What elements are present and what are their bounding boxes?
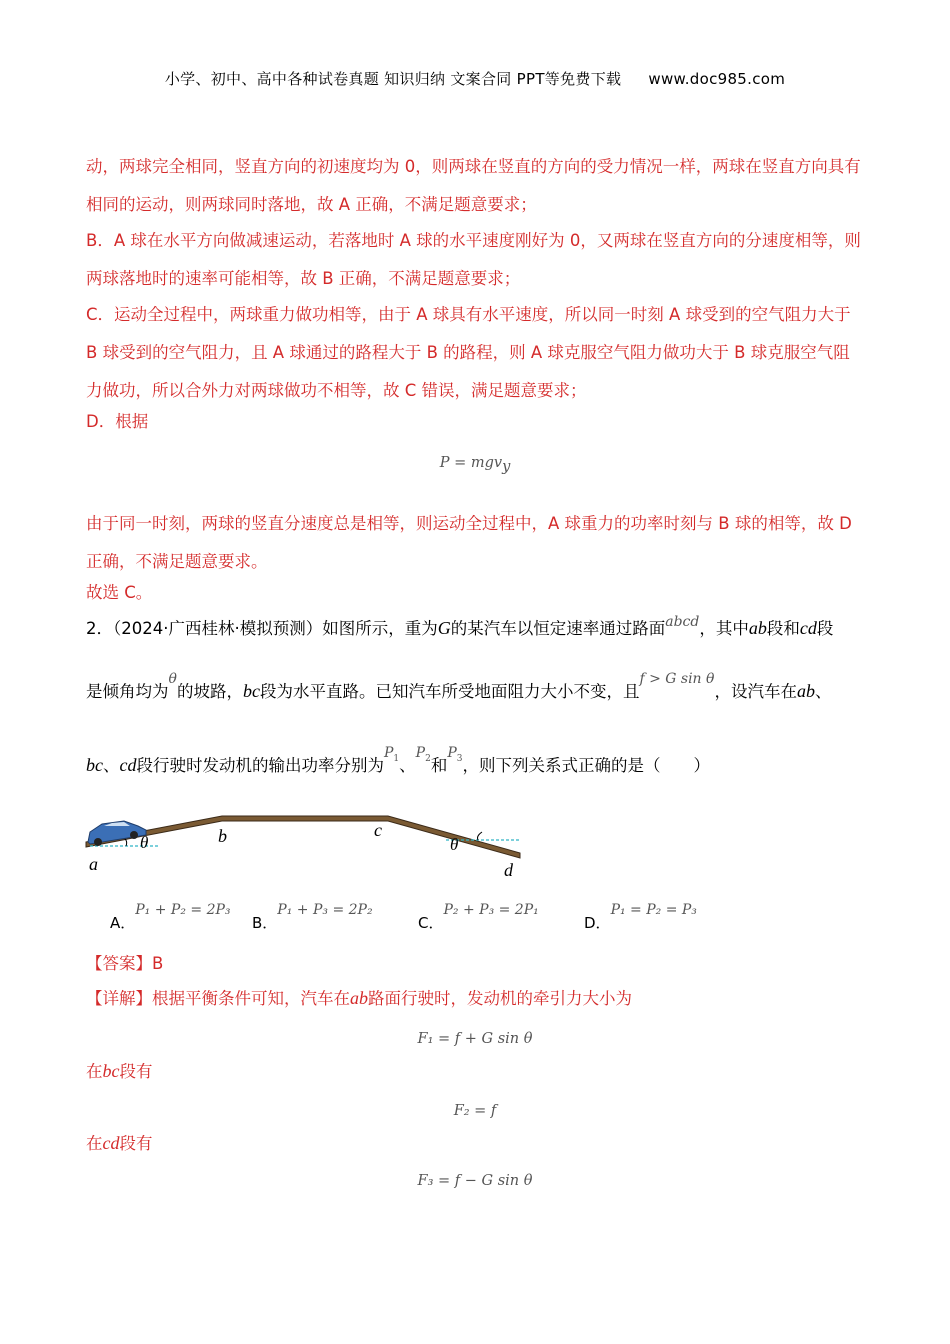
option-b-expr: P₁ + P₃ = 2P₂ [277, 902, 373, 918]
answer-line [86, 950, 163, 974]
var-bc: bc [242, 681, 260, 701]
question-text: 、 [814, 682, 832, 701]
option-c-label: C． [418, 914, 444, 932]
option-a[interactable] [110, 898, 231, 932]
question-source: （2024·广西桂林·模拟预测） [113, 619, 323, 638]
formula-power [0, 452, 950, 475]
detail-cd-line [86, 1130, 153, 1154]
option-c[interactable] [418, 898, 539, 932]
question-text: 和 [430, 756, 448, 775]
solution-paragraph-c: C．运动全过程中，两球重力做功相等，由于 A 球具有水平速度，所以同一时刻 A 球受到的空气阻力大于 B 球受到的空气阻力，且 A 球通过的路程大于 B 的路程，则 A 球克服空气阻力做功大于 B 球克服空气阻力做功，所以合外力对两球做功不相等，故 C 错误，满足题意要求； [86, 305, 851, 400]
formula-f2 [0, 1100, 950, 1119]
subscript: 3 [456, 753, 463, 764]
answer-tag: 【答案】 [86, 954, 152, 973]
solution-d-label: D．根据 [86, 412, 149, 431]
var-G: G [437, 618, 451, 638]
car-icon [88, 821, 146, 846]
page-header [0, 68, 950, 89]
option-b-label: B． [252, 914, 278, 932]
question-text: ，其中 [699, 619, 749, 638]
header-text: 小学、初中、高中各种试卷真题 知识归纳 文案合同 PPT等免费下载 [164, 70, 622, 88]
detail-tag: 【详解】 [86, 989, 152, 1008]
formula-f3 [0, 1170, 950, 1189]
header-url[interactable]: www.doc985.com [648, 70, 786, 88]
question-text: 段和 [766, 619, 800, 638]
label-theta-right: θ [450, 835, 459, 854]
formula-f1 [0, 1028, 950, 1047]
right-angle-arc [478, 832, 483, 840]
var-P: P [384, 745, 394, 761]
var-ab: ab [748, 618, 767, 638]
solution-paragraph-d: 由于同一时刻，两球的竖直分速度总是相等，则运动全过程中，A 球重力的功率时刻与 B 球的相等，故 D 正确，不满足题意要求。 [86, 514, 852, 571]
var-P3 [447, 745, 463, 764]
solution-paragraph-b: B．A 球在水平方向做减速运动，若落地时 A 球的水平速度刚好为 0，又两球在竖直方向的分速度相等，则两球落地时的速率可能相等，故 B 正确，不满足题意要求； [86, 231, 861, 288]
detail-bc-line [86, 1058, 153, 1082]
question-text: 段 [816, 619, 834, 638]
question-text: ，设汽车在 [714, 682, 797, 701]
subscript: 2 [425, 753, 431, 764]
var-ab: ab [350, 988, 368, 1008]
detail-text: 根据平衡条件可知，汽车在 [152, 989, 350, 1008]
option-a-label: A． [110, 914, 136, 932]
question-text: ，则下列关系式正确的是（ ） [462, 756, 710, 775]
road-figure [80, 808, 540, 880]
var-P2 [415, 745, 431, 764]
var-ab: ab [796, 681, 815, 701]
option-d-expr: P₁ = P₂ = P₃ [610, 902, 697, 918]
formula-power-main: P = mgv [439, 455, 503, 471]
question-text: 、 [103, 756, 120, 775]
var-P: P [447, 745, 457, 761]
option-b[interactable] [252, 898, 373, 932]
formula-f3-text: F₃ = f − G sin θ [417, 1173, 533, 1189]
solution-paragraph-a: 动，两球完全相同，竖直方向的初速度均为 0，则两球在竖直的方向的受力情况一样，两球在竖直方向具有相同的运动，则两球同时落地，故 A 正确，不满足题意要求； [86, 157, 861, 214]
formula-f1-text: F₁ = f + G sin θ [417, 1031, 533, 1047]
solution-choice: 故选 C。 [86, 583, 153, 602]
var-theta: θ [168, 671, 177, 687]
detail-text: 在 [86, 1062, 103, 1081]
var-P1 [384, 745, 400, 764]
label-c: c [374, 820, 382, 840]
question-line-2 [86, 671, 832, 702]
detail-text: 在 [86, 1134, 103, 1153]
formula-power-sub: y [502, 459, 511, 476]
subscript: 1 [393, 753, 400, 764]
var-cd: cd [102, 1133, 120, 1153]
label-a: a [89, 854, 98, 874]
label-d: d [504, 860, 513, 880]
option-d[interactable] [584, 898, 697, 932]
question-text: 段行驶时发动机的输出功率分别为 [136, 756, 384, 775]
question-text: 、 [399, 756, 416, 775]
option-c-expr: P₂ + P₃ = 2P₁ [443, 902, 539, 918]
label-b: b [218, 826, 227, 846]
var-bc: bc [102, 1061, 120, 1081]
question-text: 如图所示，重为 [322, 619, 438, 638]
formula-f2-text: F₂ = f [453, 1103, 497, 1119]
question-text: 段为水平直路。已知汽车所受地面阻力大小不变，且 [259, 682, 640, 701]
var-bc: bc [86, 755, 103, 775]
question-number: 2． [86, 619, 113, 638]
answer-value: B [152, 954, 164, 973]
var-P: P [415, 745, 426, 761]
question-line-3 [86, 745, 710, 778]
var-condition: f > G sin θ [639, 671, 715, 687]
var-road: abcd [665, 614, 700, 630]
var-cd: cd [799, 618, 817, 638]
question-text: 的某汽车以恒定速率通过路面 [450, 619, 666, 638]
detail-text: 段有 [119, 1134, 153, 1153]
option-d-label: D． [584, 914, 611, 932]
question-text: 的坡路， [176, 682, 243, 701]
option-a-expr: P₁ + P₂ = 2P₃ [135, 902, 231, 918]
var-cd: cd [119, 755, 137, 775]
label-theta-left: θ [140, 833, 149, 852]
detail-text: 路面行驶时，发动机的牵引力大小为 [368, 989, 632, 1008]
detail-text: 段有 [119, 1062, 153, 1081]
question-text: 是倾角均为 [86, 682, 169, 701]
question-line-1 [86, 615, 833, 639]
detail-line [86, 985, 632, 1009]
